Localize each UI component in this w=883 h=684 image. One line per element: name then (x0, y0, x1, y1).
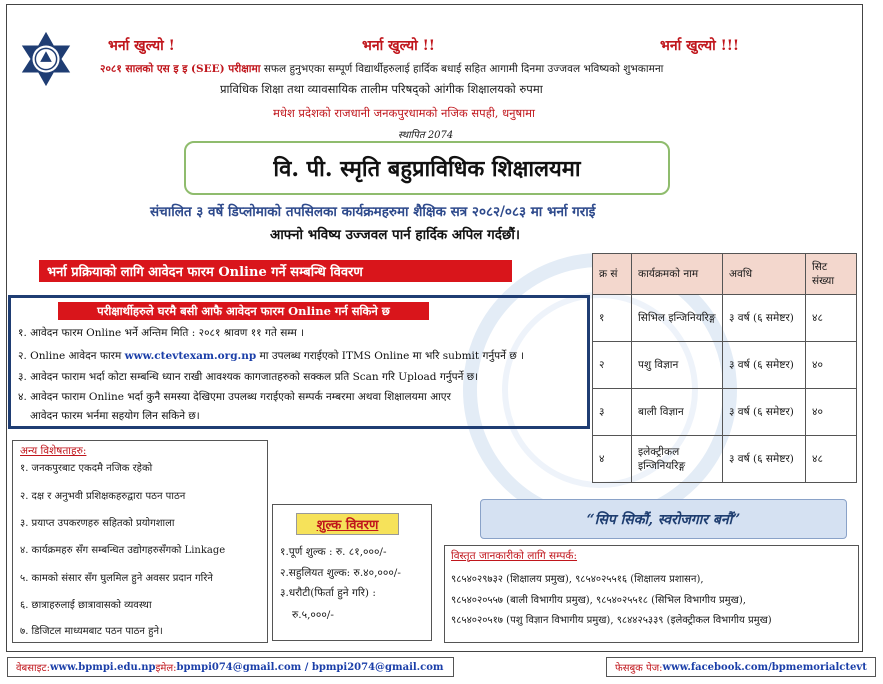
step-4-continued: आवेदन फारम भर्नमा सहयोग लिन सकिने छ। (30, 410, 200, 422)
feature-item: १. जनकपुरबाट एकदमै नजिक रहेको (20, 463, 153, 474)
greeting-text: सफल हुनुभएका सम्पूर्ण विद्यार्थीहरुलाई हार्दिक बधाई सहित आगामी दिनमा उज्जवल भविष्यको शुभकामना (263, 63, 664, 75)
ctevt-logo (17, 30, 75, 88)
cell-seats: ४० (806, 342, 857, 389)
col-seats: सिट संख्या (806, 254, 857, 295)
fees-heading: शुल्क विवरण (296, 513, 399, 535)
step-2 (18, 349, 524, 363)
announce-mid: भर्ना खुल्यो !! (362, 38, 435, 54)
greeting-line (100, 62, 663, 76)
cell-duration: ३ वर्ष (६ समेष्टर) (723, 436, 806, 483)
step-2-text-a: २. Online आवेदन फारम (18, 350, 125, 362)
feature-item: ५. कामको संसार सँग घुलमिल हुने अवसर प्रदान गरिने (20, 573, 213, 584)
see-label: २०८१ सालको एस इ इ (SEE) परीक्षामा (100, 63, 261, 75)
contact-heading: विस्तृत जानकारीको लागि सम्पर्क: (451, 550, 578, 562)
announce-right: भर्ना खुल्यो !!! (660, 38, 740, 54)
feature-item: ३. प्रयाप्त उपकरणहरु सहितको प्रयोगशाला (20, 518, 175, 529)
cell-seats: ४० (806, 389, 857, 436)
table-row (593, 342, 857, 389)
cell-program: बाली विज्ञान (632, 389, 723, 436)
course-table (592, 253, 857, 483)
online-heading: भर्ना प्रक्रियाको लागि आवेदन फारम Online गर्ने सम्बन्धि विवरण (39, 260, 512, 282)
contact-line: ९८५४०२९७३२ (शिक्षालय प्रमुख), ९८५४०२५५१६ (शिक्षालय प्रशासन), (451, 574, 704, 585)
location-line: मधेश प्रदेशको राजधानी जनकपुरधामको नजिक सपही, धनुषामा (273, 106, 536, 120)
cell-seats: ४८ (806, 436, 857, 483)
col-sn: क्र सं (593, 254, 632, 295)
program-line: संचालित ३ वर्षे डिप्लोमाको तपसिलका कार्यक्रमहरुमा शैक्षिक सत्र २०८२/०८३ मा भर्ना गराई (150, 204, 596, 220)
col-duration: अवधि (723, 254, 806, 295)
cell-program: पशु विज्ञान (632, 342, 723, 389)
website-label: वेबसाइट: (16, 663, 50, 674)
step-4: ४. आवेदन फाराम Online भर्दा कुनै समस्या देखिएमा उपलब्ध गराईएको सम्पर्क नम्बरमा अथवा शिक्षालयमा आएर (18, 391, 451, 403)
slogan-banner: “सिप सिकौं, स्वरोजगार बनौं” (480, 499, 847, 539)
feature-item: ४. कार्यक्रमहरु सँग सम्बन्धित उद्योगहरुसँगको Linkage (20, 545, 226, 556)
cell-sn: ४ (593, 436, 632, 483)
feature-item: २. दक्ष र अनुभवी प्रशिक्षकहरुद्वारा पठन पाठन (20, 491, 186, 502)
website-link[interactable]: www.bpmpi.edu.np (49, 661, 156, 673)
fee-deposit-value: रु.५,०००/- (292, 609, 334, 621)
col-program: कार्यक्रमको नाम (632, 254, 723, 295)
cell-duration: ३ वर्ष (६ समेष्टर) (723, 389, 806, 436)
step-1: १. आवेदन फारम Online भर्ने अन्तिम मिति : २०८१ श्रावण ११ गते सम्म । (18, 327, 305, 339)
table-header-row (593, 254, 857, 295)
contact-line: ९८५४०२०५१७ (पशु विज्ञान विभागीय प्रमुख), ९८४४२५३३९ (इलेक्ट्रीकल विभागीय प्रमुख) (451, 615, 772, 626)
table-row (593, 295, 857, 342)
established-text: स्थापित 2074 (398, 130, 454, 141)
cell-sn: १ (593, 295, 632, 342)
step-3: ३. आवेदन फाराम भर्दा कोटा सम्बन्धि ध्यान राखी आवश्यक कागजातहरुको सक्कल प्रति Scan गरि Upload गर्नुपर्ने छ। (18, 371, 479, 383)
cell-sn: ३ (593, 389, 632, 436)
institution-name: वि. पी. स्मृति बहुप्राविधिक शिक्षालयमा (184, 141, 670, 195)
online-subheading: परीक्षार्थीहरुले घरमै बसी आफै आवेदन फारम Online गर्न सकिने छ (58, 302, 429, 320)
table-row (593, 389, 857, 436)
cell-seats: ४८ (806, 295, 857, 342)
features-heading: अन्य विशेषताहरु: (20, 445, 87, 457)
step-2-text-b: मा उपलब्ध गराईएको ITMS Online मा भरि submit गर्नुपर्ने छ । (256, 350, 524, 362)
cell-program: सिभिल इन्जिनियरिङ्ग (632, 295, 723, 342)
cell-duration: ३ वर्ष (६ समेष्टर) (723, 295, 806, 342)
contact-line: ९८५४०२०५५७ (बाली विभागीय प्रमुख), ९८५४०२५५१८ (सिभिल विभागीय प्रमुख), (451, 595, 746, 606)
facebook-link[interactable]: www.facebook.com/bpmemorialctevt (662, 661, 867, 673)
email-label: इमेल: (155, 663, 177, 674)
fee-full: १.पूर्ण शुल्क : रु. ८१,०००/- (280, 546, 387, 558)
fee-discount: २.सहुलियत शुल्क: रु.४०,०००/- (280, 567, 401, 579)
exam-portal-link[interactable]: www.ctevtexam.org.np (124, 350, 257, 362)
fee-deposit-label: ३.धरौटी(फिर्ता हुने गरि) : (280, 587, 376, 599)
announce-left: भर्ना खुल्यो ! (108, 38, 175, 54)
council-line: प्राविधिक शिक्षा तथा व्यावसायिक तालीम परिषद्को आंगीक शिक्षालयको रुपमा (220, 82, 543, 96)
email-link[interactable]: bpmpi074@gmail.com / bpmpi2074@gmail.com (176, 661, 444, 673)
table-row (593, 436, 857, 483)
feature-item: ६. छात्राहरुलाई छात्रावासको व्यवस्था (20, 600, 152, 611)
appeal-line: आफ्नो भविष्य उज्जवल पार्न हार्दिक अपिल गर्दछौं। (270, 227, 520, 243)
footer-contact (7, 657, 454, 677)
cell-program: इलेक्ट्रीकल इन्जिनियरिङ्ग (632, 436, 723, 483)
facebook-label: फेसबुक पेज: (615, 663, 663, 674)
cell-sn: २ (593, 342, 632, 389)
cell-duration: ३ वर्ष (६ समेष्टर) (723, 342, 806, 389)
footer-facebook (606, 657, 876, 677)
feature-item: ७. डिजिटल माध्यमबाट पठन पाठन हुने। (20, 626, 163, 637)
